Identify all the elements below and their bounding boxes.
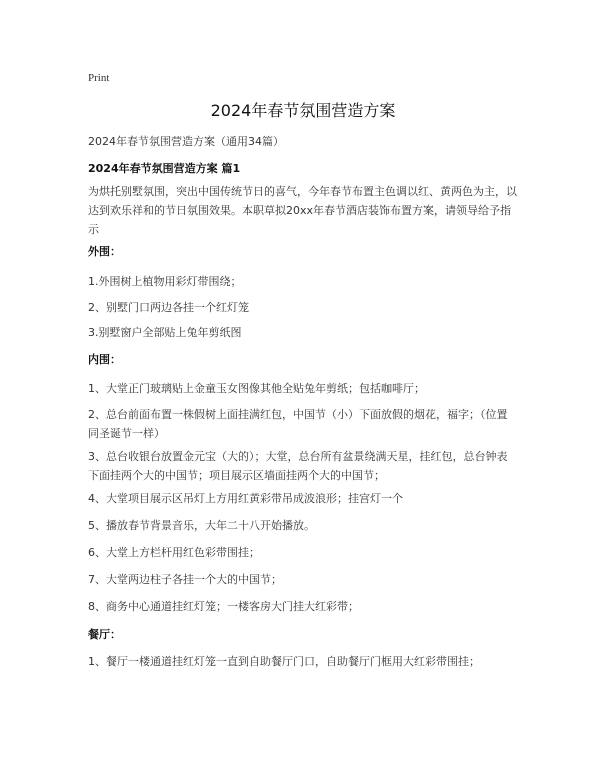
list-item: 3、总台收银台放置金元宝（大的）；大堂，总台所有盆景绕满天星，挂红包，总台钟表下面挂两个大的中国节；项目展示区墙面挂两个大的中国节； bbox=[88, 450, 508, 482]
list-item: 2、别墅门口两边各挂一个红灯笼 bbox=[88, 301, 249, 314]
list-item: 3.别墅窗户全部贴上兔年剪纸图 bbox=[88, 326, 242, 339]
list-item: 1、餐厅一楼通道挂红灯笼一直到自助餐厅门口，自助餐厅门框用大红彩带围挂； bbox=[88, 655, 480, 668]
outer-heading: 外围： bbox=[88, 245, 121, 258]
list-item: 5、播放春节背景音乐，大年二十八开始播放。 bbox=[88, 519, 315, 532]
list-item: 7、大堂两边柱子各挂一个大的中国节； bbox=[88, 573, 282, 586]
restaurant-heading: 餐厅： bbox=[88, 628, 121, 641]
print-label: Print bbox=[88, 72, 110, 84]
list-item: 2、总台前面布置一株假树上面挂满红包，中国节（小）下面放假的烟花，福字；（位置同圣诞节一样） bbox=[88, 408, 508, 440]
subtitle: 2024年春节氛围营造方案（通用34篇） bbox=[88, 135, 284, 148]
intro-paragraph: 为烘托别墅氛围，突出中国传统节日的喜气，今年春节布置主色调以红、黄两色为主，以达到欢乐祥和的节日氛围效果。本职草拟20xx年春节酒店装饰布置方案，请领导给予指示 bbox=[88, 185, 517, 236]
section-heading: 2024年春节氛围营造方案 篇1 bbox=[88, 162, 241, 175]
list-item: 8、商务中心通道挂红灯笼；一楼客房大门挂大红彩带； bbox=[88, 600, 359, 613]
list-item: 1、大堂正门玻璃贴上金童玉女图像其他全贴兔年剪纸；包括咖啡厅； bbox=[88, 382, 425, 395]
list-item: 6、大堂上方栏杆用红色彩带围挂； bbox=[88, 546, 260, 559]
page-title: 2024年春节氛围营造方案 bbox=[210, 101, 396, 120]
list-item: 4、大堂项目展示区吊灯上方用红黄彩带吊成波浪形；挂宫灯一个 bbox=[88, 492, 403, 505]
inner-heading: 内围： bbox=[88, 353, 121, 366]
list-item: 1.外围树上植物用彩灯带围绕； bbox=[88, 275, 242, 288]
